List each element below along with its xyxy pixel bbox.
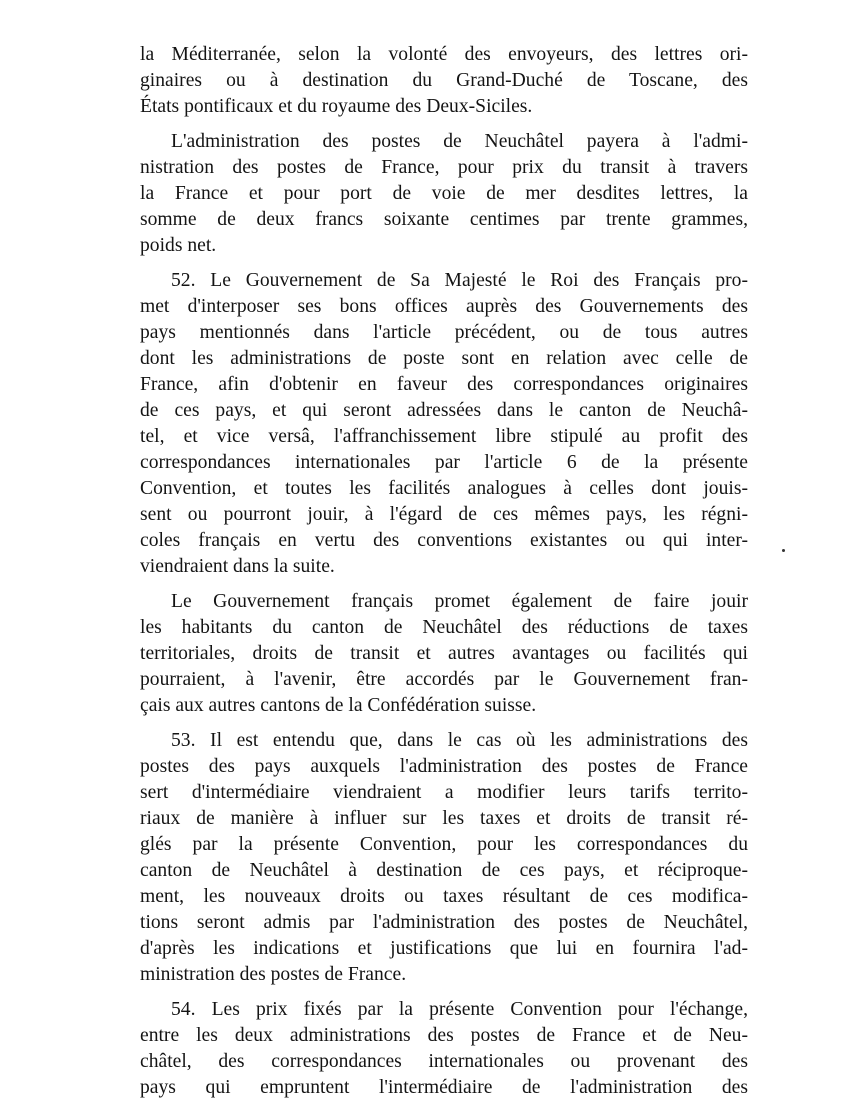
text-line: sert d'intermédiaire viendraient a modifier leurs tarifs territo- [140,782,748,803]
text-line: sent ou pourront jouir, à l'égard de ces mêmes pays, les régni- [140,504,748,525]
text-line: glés par la présente Convention, pour les correspondances du [140,834,748,855]
text-line: pays qui empruntent l'intermédiaire de l'administration des [140,1077,748,1098]
text-line: nistration des postes de France, pour prix du transit à travers [140,157,748,178]
text-line: postes des pays auxquels l'administration des postes de France [140,756,748,777]
text-line: somme de deux francs soixante centimes par trente grammes, [140,209,748,230]
paragraph-article-54 [140,997,748,1101]
text-line: ment, les nouveaux droits ou taxes résultant de ces modifica- [140,886,748,907]
text-line: territoriales, droits de transit et autres avantages ou facilités qui [140,643,748,664]
text-line: dont les administrations de poste sont en relation avec celle de [140,348,748,369]
paragraph-transit-payment [140,129,748,259]
text-line: pays mentionnés dans l'article précédent, ou de tous autres [140,322,748,343]
paragraph-continuation [140,42,748,120]
text-line: la Méditerranée, selon la volonté des envoyeurs, des lettres ori- [140,44,748,65]
text-line: entre les deux administrations des postes de France et de Neu- [140,1025,748,1046]
text-line: la France et pour port de voie de mer desdites lettres, la [140,183,748,204]
text-line: poids net. [140,235,217,256]
text-line: correspondances internationales par l'article 6 de la présente [140,452,748,473]
document-page [140,42,748,1110]
text-line: pourraient, à l'avenir, être accordés par le Gouvernement fran- [140,669,748,690]
text-line: ginaires ou à destination du Grand-Duché de Toscane, des [140,70,748,91]
text-line: tions seront admis par l'administration des postes de Neuchâtel, [140,912,748,933]
text-line: Convention, et toutes les facilités analogues à celles dont jouis- [140,478,748,499]
text-line: 53. Il est entendu que, dans le cas où les administrations des [171,730,748,751]
text-line: 52. Le Gouvernement de Sa Majesté le Roi des Français pro- [171,270,748,291]
text-line: châtel, des correspondances internationales ou provenant des [140,1051,748,1072]
text-line: met d'interposer ses bons offices auprès des Gouvernements des [140,296,748,317]
text-line: ministration des postes de France. [140,964,407,985]
text-line: de ces pays, et qui seront adressées dans le canton de Neuchâ- [140,400,748,421]
text-line: çais aux autres cantons de la Confédération suisse. [140,695,537,716]
text-line: d'après les indications et justifications que lui en fournira l'ad- [140,938,748,959]
text-line: viendraient dans la suite. [140,556,335,577]
paragraph-article-52 [140,268,748,580]
text-line: 54. Les prix fixés par la présente Convention pour l'échange, [171,999,748,1020]
text-line: France, afin d'obtenir en faveur des correspondances originaires [140,374,748,395]
text-line: tel, et vice versâ, l'affranchissement libre stipulé au profit des [140,426,748,447]
text-line: États pontificaux et du royaume des Deux-Siciles. [140,96,533,117]
text-line: L'administration des postes de Neuchâtel payera à l'admi- [171,131,748,152]
text-line: les habitants du canton de Neuchâtel des réductions de taxes [140,617,748,638]
text-line: Le Gouvernement français promet également de faire jouir [171,591,748,612]
paragraph-article-53 [140,728,748,988]
ink-speck [782,549,785,552]
text-line: riaux de manière à influer sur les taxes et droits de transit ré- [140,808,748,829]
text-line: canton de Neuchâtel à destination de ces pays, et réciproque- [140,860,748,881]
paragraph-french-government-promise [140,589,748,719]
text-line: coles français en vertu des conventions existantes ou qui inter- [140,530,748,551]
